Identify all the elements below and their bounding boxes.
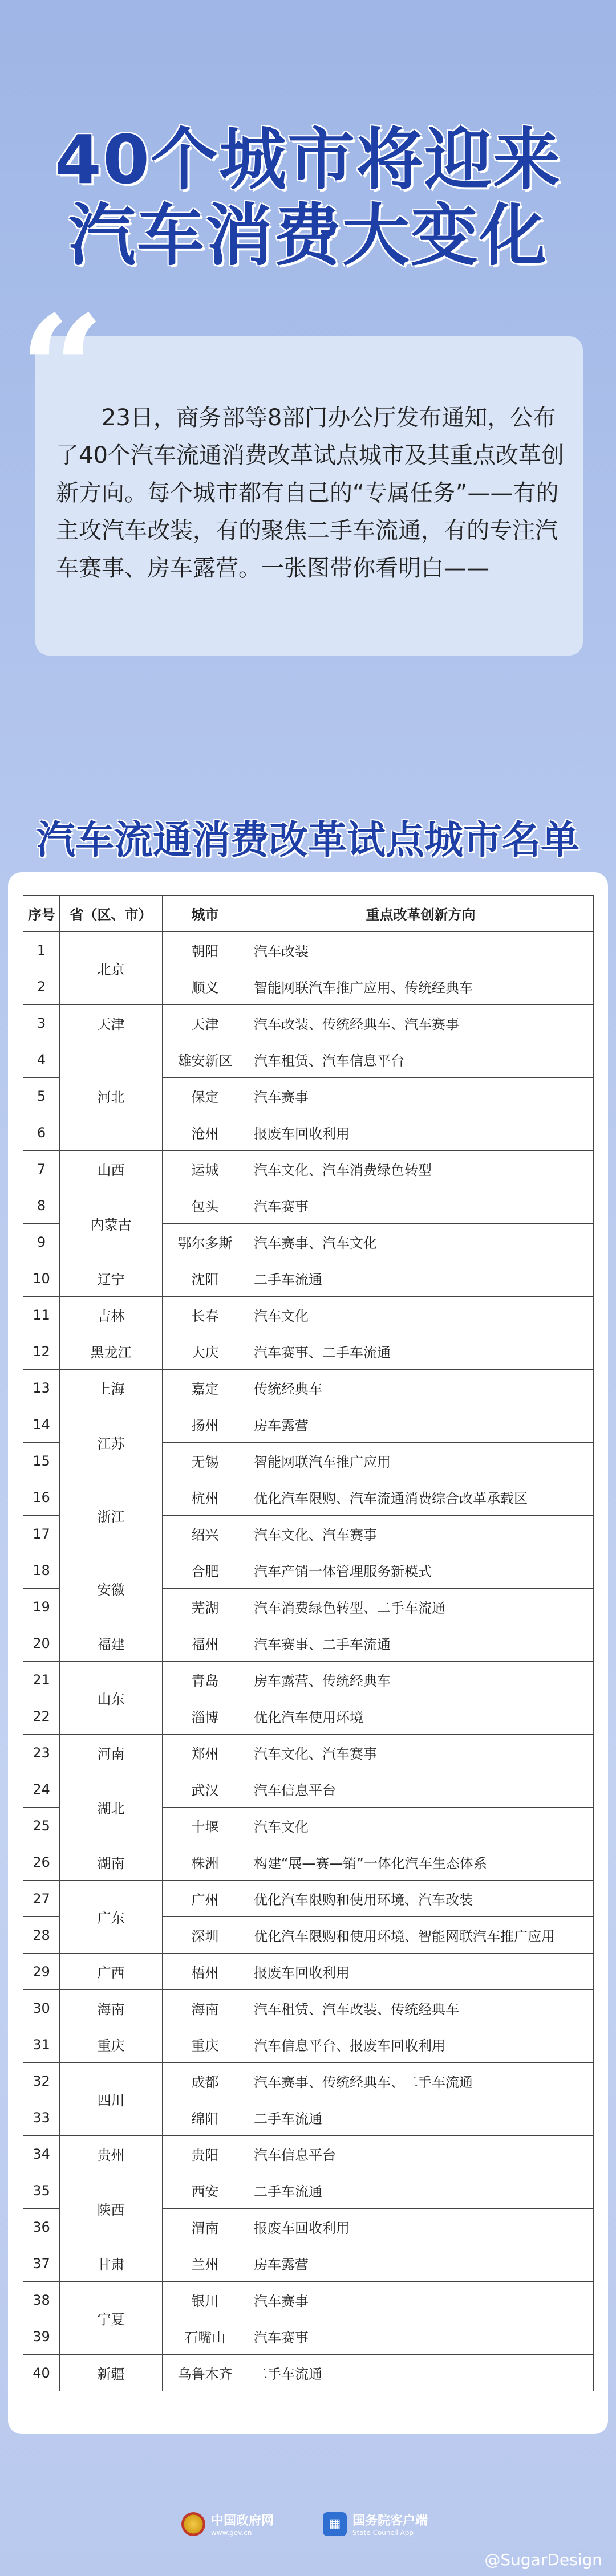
row-province: 浙江 — [60, 1479, 163, 1552]
row-province: 上海 — [60, 1370, 163, 1406]
row-direction: 汽车赛事 — [248, 2282, 594, 2318]
row-number: 13 — [23, 1370, 60, 1406]
row-direction: 优化汽车限购和使用环境、智能网联汽车推广应用 — [248, 1917, 594, 1954]
row-city: 乌鲁木齐 — [163, 2355, 248, 2391]
row-direction: 二手车流通 — [248, 2172, 594, 2209]
row-province: 内蒙古 — [60, 1187, 163, 1260]
table-row — [23, 1662, 594, 1698]
row-province: 宁夏 — [60, 2282, 163, 2355]
table-title: 汽车流通消费改革试点城市名单 — [36, 818, 579, 863]
table-row — [23, 1990, 594, 2026]
row-direction: 汽车改装 — [248, 932, 594, 968]
row-direction: 构建“展—赛—销”一体化汽车生态体系 — [248, 1844, 594, 1881]
row-city: 雄安新区 — [163, 1041, 248, 1078]
row-direction: 汽车信息平台 — [248, 2136, 594, 2172]
row-direction: 汽车文化 — [248, 1808, 594, 1844]
row-direction: 汽车赛事 — [248, 1078, 594, 1114]
row-number: 38 — [23, 2282, 60, 2318]
row-city: 成都 — [163, 2063, 248, 2099]
table-row — [23, 2245, 594, 2282]
row-province: 河南 — [60, 1735, 163, 1771]
row-direction: 汽车赛事、二手车流通 — [248, 1333, 594, 1370]
row-direction: 传统经典车 — [248, 1370, 594, 1406]
row-province: 辽宁 — [60, 1260, 163, 1297]
row-province: 天津 — [60, 1005, 163, 1041]
row-number: 32 — [23, 2063, 60, 2099]
row-city: 鄂尔多斯 — [163, 1224, 248, 1260]
row-direction: 房车露营 — [248, 1406, 594, 1443]
row-city: 包头 — [163, 1187, 248, 1224]
row-city: 十堰 — [163, 1808, 248, 1844]
row-province: 广东 — [60, 1881, 163, 1954]
table-row — [23, 2063, 594, 2099]
row-city: 淄博 — [163, 1698, 248, 1735]
row-direction: 优化汽车限购和使用环境、汽车改装 — [248, 1881, 594, 1917]
row-city: 无锡 — [163, 1443, 248, 1479]
row-number: 3 — [23, 1005, 60, 1041]
header-city: 城市 — [163, 896, 248, 932]
row-city: 重庆 — [163, 2026, 248, 2063]
row-direction: 汽车赛事、二手车流通 — [248, 1625, 594, 1662]
row-number: 22 — [23, 1698, 60, 1735]
row-province: 安徽 — [60, 1552, 163, 1625]
row-province: 广西 — [60, 1954, 163, 1990]
row-province: 重庆 — [60, 2026, 163, 2063]
row-number: 23 — [23, 1735, 60, 1771]
row-city: 贵阳 — [163, 2136, 248, 2172]
watermark: @SugarDesign — [484, 2550, 602, 2569]
row-number: 30 — [23, 1990, 60, 2026]
row-direction: 汽车消费绿色转型、二手车流通 — [248, 1589, 594, 1625]
row-number: 11 — [23, 1297, 60, 1333]
row-direction: 汽车租赁、汽车信息平台 — [248, 1041, 594, 1078]
row-direction: 汽车文化 — [248, 1297, 594, 1333]
table-row — [23, 1260, 594, 1297]
row-direction: 智能网联汽车推广应用 — [248, 1443, 594, 1479]
row-direction: 汽车文化、汽车消费绿色转型 — [248, 1151, 594, 1187]
intro-text: 23日，商务部等8部门办公厅发布通知，公布了40个汽车流通消费改革试点城市及其重点改革创新方向。每个城市都有自己的“专属任务”——有的主攻汽车改装，有的聚焦二手车流通，有的专注汽车赛事、房车露营。一张图带你看明白—— — [56, 405, 564, 581]
row-number: 27 — [23, 1881, 60, 1917]
row-number: 14 — [23, 1406, 60, 1443]
row-number: 18 — [23, 1552, 60, 1589]
row-number: 24 — [23, 1771, 60, 1808]
title-line-2: 汽车消费大变化 — [68, 196, 548, 275]
row-number: 20 — [23, 1625, 60, 1662]
row-province: 海南 — [60, 1990, 163, 2026]
row-province: 新疆 — [60, 2355, 163, 2391]
row-direction: 二手车流通 — [248, 2099, 594, 2136]
row-number: 6 — [23, 1114, 60, 1151]
footer — [0, 2511, 616, 2545]
row-number: 17 — [23, 1516, 60, 1552]
row-city: 沈阳 — [163, 1260, 248, 1297]
table-row — [23, 1881, 594, 1917]
row-direction: 汽车赛事、传统经典车、二手车流通 — [248, 2063, 594, 2099]
row-direction: 报废车回收利用 — [248, 1954, 594, 1990]
row-city: 福州 — [163, 1625, 248, 1662]
row-number: 16 — [23, 1479, 60, 1516]
table-row — [23, 1771, 594, 1808]
row-city: 石嘴山 — [163, 2318, 248, 2355]
row-number: 31 — [23, 2026, 60, 2063]
row-number: 4 — [23, 1041, 60, 1078]
row-number: 25 — [23, 1808, 60, 1844]
table-row — [23, 1625, 594, 1662]
row-number: 15 — [23, 1443, 60, 1479]
row-city: 梧州 — [163, 1954, 248, 1990]
row-direction: 报废车回收利用 — [248, 2209, 594, 2245]
row-city: 杭州 — [163, 1479, 248, 1516]
row-number: 26 — [23, 1844, 60, 1881]
table-row — [23, 2136, 594, 2172]
gov-url: www.gov.cn — [211, 2529, 252, 2537]
row-city: 海南 — [163, 1990, 248, 2026]
row-direction: 汽车文化、汽车赛事 — [248, 1735, 594, 1771]
row-city: 扬州 — [163, 1406, 248, 1443]
table-row — [23, 1552, 594, 1589]
row-number: 33 — [23, 2099, 60, 2136]
table-row — [23, 1479, 594, 1516]
row-direction: 优化汽车使用环境 — [248, 1698, 594, 1735]
table-row — [23, 1005, 594, 1041]
row-city: 大庆 — [163, 1333, 248, 1370]
row-direction: 汽车租赁、汽车改装、传统经典车 — [248, 1990, 594, 2026]
gov-logo — [181, 2511, 274, 2537]
row-province: 山东 — [60, 1662, 163, 1735]
row-direction: 汽车产销一体管理服务新模式 — [248, 1552, 594, 1589]
row-direction: 汽车信息平台 — [248, 1771, 594, 1808]
row-city: 西安 — [163, 2172, 248, 2209]
row-city: 嘉定 — [163, 1370, 248, 1406]
table-row — [23, 1735, 594, 1771]
row-direction: 房车露营 — [248, 2245, 594, 2282]
row-number: 29 — [23, 1954, 60, 1990]
row-province: 陕西 — [60, 2172, 163, 2245]
table-row — [23, 1844, 594, 1881]
row-direction: 房车露营、传统经典车 — [248, 1662, 594, 1698]
row-direction: 二手车流通 — [248, 1260, 594, 1297]
row-direction: 报废车回收利用 — [248, 1114, 594, 1151]
row-province: 湖北 — [60, 1771, 163, 1844]
row-city: 青岛 — [163, 1662, 248, 1698]
row-number: 10 — [23, 1260, 60, 1297]
row-number: 21 — [23, 1662, 60, 1698]
row-number: 8 — [23, 1187, 60, 1224]
city-table — [23, 895, 594, 2391]
row-city: 保定 — [163, 1078, 248, 1114]
row-direction: 二手车流通 — [248, 2355, 594, 2391]
row-city: 天津 — [163, 1005, 248, 1041]
row-city: 广州 — [163, 1881, 248, 1917]
table-row — [23, 1333, 594, 1370]
row-direction: 优化汽车限购、汽车流通消费综合改革承载区 — [248, 1479, 594, 1516]
row-number: 36 — [23, 2209, 60, 2245]
row-province: 江苏 — [60, 1406, 163, 1479]
table-row — [23, 932, 594, 968]
row-province: 吉林 — [60, 1297, 163, 1333]
row-number: 1 — [23, 932, 60, 968]
table-header-row — [23, 896, 594, 932]
row-city: 渭南 — [163, 2209, 248, 2245]
app-sub: State Council App — [352, 2529, 414, 2537]
table-row — [23, 1954, 594, 1990]
header-province: 省（区、市） — [60, 896, 163, 932]
row-direction: 汽车文化、汽车赛事 — [248, 1516, 594, 1552]
table-row — [23, 2355, 594, 2391]
row-city: 绍兴 — [163, 1516, 248, 1552]
row-city: 合肥 — [163, 1552, 248, 1589]
header-direction: 重点改革创新方向 — [248, 896, 594, 932]
row-province: 甘肃 — [60, 2245, 163, 2282]
row-number: 2 — [23, 968, 60, 1005]
row-city: 深圳 — [163, 1917, 248, 1954]
table-row — [23, 1187, 594, 1224]
row-number: 40 — [23, 2355, 60, 2391]
row-number: 34 — [23, 2136, 60, 2172]
row-direction: 汽车赛事 — [248, 2318, 594, 2355]
row-number: 19 — [23, 1589, 60, 1625]
row-direction: 汽车信息平台、报废车回收利用 — [248, 2026, 594, 2063]
row-number: 12 — [23, 1333, 60, 1370]
row-city: 武汉 — [163, 1771, 248, 1808]
row-number: 5 — [23, 1078, 60, 1114]
row-province: 河北 — [60, 1041, 163, 1151]
table-row — [23, 1297, 594, 1333]
row-province: 黑龙江 — [60, 1333, 163, 1370]
row-direction: 汽车赛事 — [248, 1187, 594, 1224]
row-city: 芜湖 — [163, 1589, 248, 1625]
gov-name: 中国政府网 — [211, 2514, 274, 2528]
title-line-1: 40个城市将迎来 — [54, 120, 562, 199]
app-icon: ▦ — [323, 2512, 347, 2536]
row-number: 9 — [23, 1224, 60, 1260]
row-city: 郑州 — [163, 1735, 248, 1771]
row-direction: 智能网联汽车推广应用、传统经典车 — [248, 968, 594, 1005]
row-province: 山西 — [60, 1151, 163, 1187]
row-province: 北京 — [60, 932, 163, 1005]
table-row — [23, 1041, 594, 1078]
row-city: 银川 — [163, 2282, 248, 2318]
table-row — [23, 1370, 594, 1406]
row-number: 28 — [23, 1917, 60, 1954]
row-city: 运城 — [163, 1151, 248, 1187]
table-row — [23, 2026, 594, 2063]
row-city: 顺义 — [163, 968, 248, 1005]
app-logo — [323, 2511, 428, 2537]
national-emblem-icon — [181, 2512, 205, 2536]
table-row — [23, 2172, 594, 2209]
row-city: 沧州 — [163, 1114, 248, 1151]
row-province: 贵州 — [60, 2136, 163, 2172]
row-city: 长春 — [163, 1297, 248, 1333]
row-direction: 汽车赛事、汽车文化 — [248, 1224, 594, 1260]
row-number: 35 — [23, 2172, 60, 2209]
table-row — [23, 1406, 594, 1443]
row-number: 37 — [23, 2245, 60, 2282]
table-row — [23, 1151, 594, 1187]
app-name: 国务院客户端 — [352, 2514, 428, 2528]
row-direction: 汽车改装、传统经典车、汽车赛事 — [248, 1005, 594, 1041]
quote-mark-icon: “ — [19, 283, 105, 457]
row-city: 朝阳 — [163, 932, 248, 968]
table-row — [23, 2282, 594, 2318]
row-province: 四川 — [60, 2063, 163, 2136]
row-city: 株洲 — [163, 1844, 248, 1881]
row-number: 39 — [23, 2318, 60, 2355]
header-no: 序号 — [23, 896, 60, 932]
row-city: 绵阳 — [163, 2099, 248, 2136]
row-city: 兰州 — [163, 2245, 248, 2282]
row-number: 7 — [23, 1151, 60, 1187]
row-province: 福建 — [60, 1625, 163, 1662]
row-province: 湖南 — [60, 1844, 163, 1881]
